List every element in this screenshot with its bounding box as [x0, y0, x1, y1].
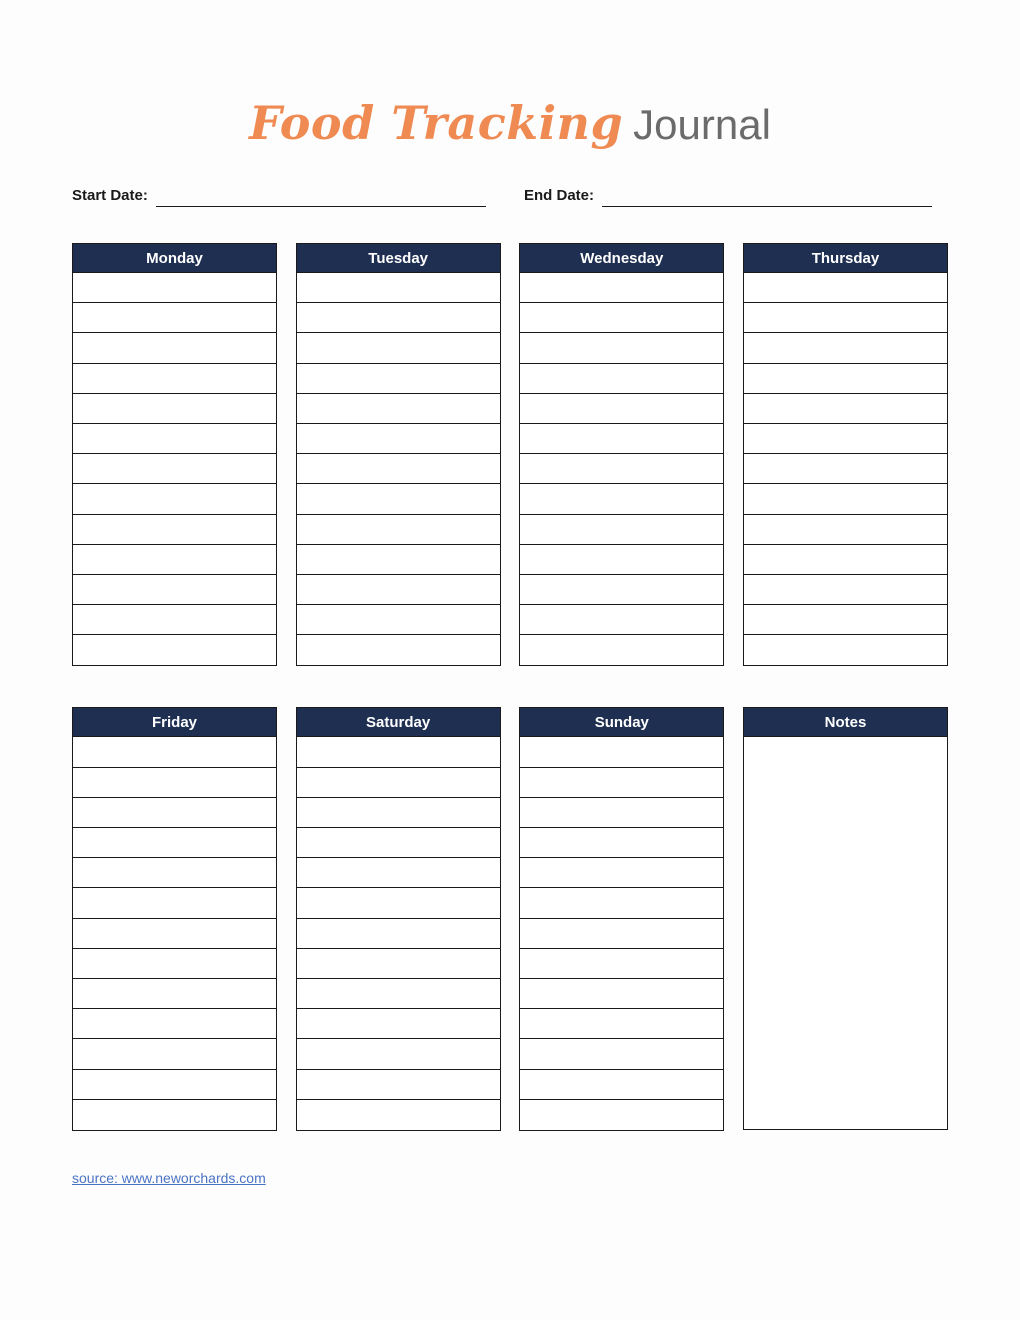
day-line[interactable]: [297, 424, 500, 454]
day-lines-sunday[interactable]: [519, 737, 724, 1130]
day-line[interactable]: [520, 1009, 723, 1039]
day-line[interactable]: [73, 333, 276, 363]
day-line[interactable]: [520, 1100, 723, 1130]
day-line[interactable]: [73, 1100, 276, 1130]
day-line[interactable]: [297, 364, 500, 394]
start-date-input[interactable]: [156, 186, 486, 207]
day-line[interactable]: [520, 333, 723, 363]
day-grid-row-1: [72, 243, 948, 666]
day-line[interactable]: [73, 515, 276, 545]
day-line[interactable]: [520, 888, 723, 918]
day-line[interactable]: [73, 364, 276, 394]
day-line[interactable]: [520, 454, 723, 484]
day-line[interactable]: [297, 303, 500, 333]
day-line[interactable]: [73, 424, 276, 454]
page-title-plain: Journal: [633, 101, 771, 148]
day-header-tuesday: Tuesday: [296, 243, 501, 273]
day-line[interactable]: [744, 454, 947, 484]
day-line[interactable]: [297, 273, 500, 303]
day-line[interactable]: [520, 768, 723, 798]
day-line[interactable]: [73, 888, 276, 918]
day-line[interactable]: [744, 333, 947, 363]
day-line[interactable]: [520, 949, 723, 979]
day-line[interactable]: [297, 605, 500, 635]
day-line[interactable]: [520, 575, 723, 605]
day-header-saturday: Saturday: [296, 707, 501, 737]
day-line[interactable]: [297, 394, 500, 424]
day-line[interactable]: [520, 364, 723, 394]
end-date-input[interactable]: [602, 186, 932, 207]
day-line[interactable]: [73, 979, 276, 1009]
day-line[interactable]: [520, 737, 723, 767]
day-lines-monday[interactable]: [72, 273, 277, 666]
day-line[interactable]: [520, 858, 723, 888]
day-column-monday: [72, 243, 277, 666]
day-line[interactable]: [744, 515, 947, 545]
day-line[interactable]: [73, 273, 276, 303]
day-line[interactable]: [744, 605, 947, 635]
end-date-label: End Date:: [524, 187, 595, 204]
notes-header: Notes: [743, 707, 948, 737]
day-column-tuesday: [296, 243, 501, 666]
day-line[interactable]: [73, 454, 276, 484]
day-line[interactable]: [297, 575, 500, 605]
day-line[interactable]: [744, 575, 947, 605]
day-lines-friday[interactable]: [72, 737, 277, 1130]
day-line[interactable]: [73, 545, 276, 575]
day-line[interactable]: [520, 1070, 723, 1100]
day-lines-wednesday[interactable]: [519, 273, 724, 666]
day-line[interactable]: [297, 484, 500, 514]
day-line[interactable]: [297, 1100, 500, 1130]
day-column-thursday: [743, 243, 948, 666]
day-line[interactable]: [73, 919, 276, 949]
day-line[interactable]: [297, 1039, 500, 1069]
start-date-field[interactable]: [72, 186, 486, 207]
day-line[interactable]: [520, 303, 723, 333]
day-line[interactable]: [520, 394, 723, 424]
day-line[interactable]: [73, 798, 276, 828]
day-line[interactable]: [520, 1039, 723, 1069]
page-title: [0, 96, 1020, 150]
day-line[interactable]: [744, 303, 947, 333]
day-header-monday: Monday: [72, 243, 277, 273]
day-line[interactable]: [297, 1070, 500, 1100]
day-line[interactable]: [297, 888, 500, 918]
day-line[interactable]: [520, 545, 723, 575]
day-line[interactable]: [73, 303, 276, 333]
day-lines-saturday[interactable]: [296, 737, 501, 1130]
day-line[interactable]: [744, 364, 947, 394]
day-line[interactable]: [297, 858, 500, 888]
day-column-sunday: [519, 707, 724, 1130]
day-line[interactable]: [73, 1070, 276, 1100]
day-line[interactable]: [73, 858, 276, 888]
day-line[interactable]: [73, 1039, 276, 1069]
day-line[interactable]: [73, 394, 276, 424]
notes-column: [743, 707, 948, 1130]
day-line[interactable]: [73, 768, 276, 798]
day-line[interactable]: [744, 545, 947, 575]
day-line[interactable]: [297, 828, 500, 858]
day-line[interactable]: [744, 424, 947, 454]
day-line[interactable]: [297, 919, 500, 949]
day-column-wednesday: [519, 243, 724, 666]
day-header-wednesday: Wednesday: [519, 243, 724, 273]
day-line[interactable]: [297, 737, 500, 767]
day-line[interactable]: [297, 333, 500, 363]
day-line[interactable]: [297, 454, 500, 484]
day-line[interactable]: [73, 484, 276, 514]
day-header-sunday: Sunday: [519, 707, 724, 737]
source-link[interactable]: source: www.neworchards.com: [72, 1170, 266, 1186]
day-grid: [72, 243, 948, 1131]
day-column-saturday: [296, 707, 501, 1130]
day-line[interactable]: [520, 979, 723, 1009]
day-line[interactable]: [520, 919, 723, 949]
day-line[interactable]: [520, 273, 723, 303]
day-grid-row-2: [72, 707, 948, 1130]
day-line[interactable]: [297, 1009, 500, 1039]
day-line[interactable]: [520, 635, 723, 665]
notes-area[interactable]: [743, 737, 948, 1130]
day-line[interactable]: [297, 949, 500, 979]
day-line[interactable]: [744, 484, 947, 514]
day-line[interactable]: [520, 515, 723, 545]
day-line[interactable]: [297, 515, 500, 545]
day-header-friday: Friday: [72, 707, 277, 737]
day-header-thursday: Thursday: [743, 243, 948, 273]
day-line[interactable]: [297, 798, 500, 828]
day-line[interactable]: [520, 605, 723, 635]
day-line[interactable]: [744, 635, 947, 665]
day-line[interactable]: [520, 484, 723, 514]
day-line[interactable]: [297, 545, 500, 575]
day-line[interactable]: [520, 424, 723, 454]
end-date-field[interactable]: [524, 186, 932, 207]
page-title-script: Food Tracking: [249, 96, 624, 150]
day-line[interactable]: [73, 575, 276, 605]
day-line[interactable]: [297, 768, 500, 798]
day-line[interactable]: [73, 1009, 276, 1039]
day-line[interactable]: [520, 798, 723, 828]
start-date-label: Start Date:: [72, 187, 148, 204]
day-line[interactable]: [73, 605, 276, 635]
day-line[interactable]: [73, 949, 276, 979]
day-line[interactable]: [297, 979, 500, 1009]
day-line[interactable]: [73, 737, 276, 767]
day-column-friday: [72, 707, 277, 1130]
day-lines-thursday[interactable]: [743, 273, 948, 666]
day-line[interactable]: [520, 828, 723, 858]
day-lines-tuesday[interactable]: [296, 273, 501, 666]
day-line[interactable]: [744, 394, 947, 424]
day-line[interactable]: [744, 273, 947, 303]
day-line[interactable]: [73, 828, 276, 858]
day-line[interactable]: [297, 635, 500, 665]
date-row: [72, 186, 948, 212]
day-line[interactable]: [73, 635, 276, 665]
